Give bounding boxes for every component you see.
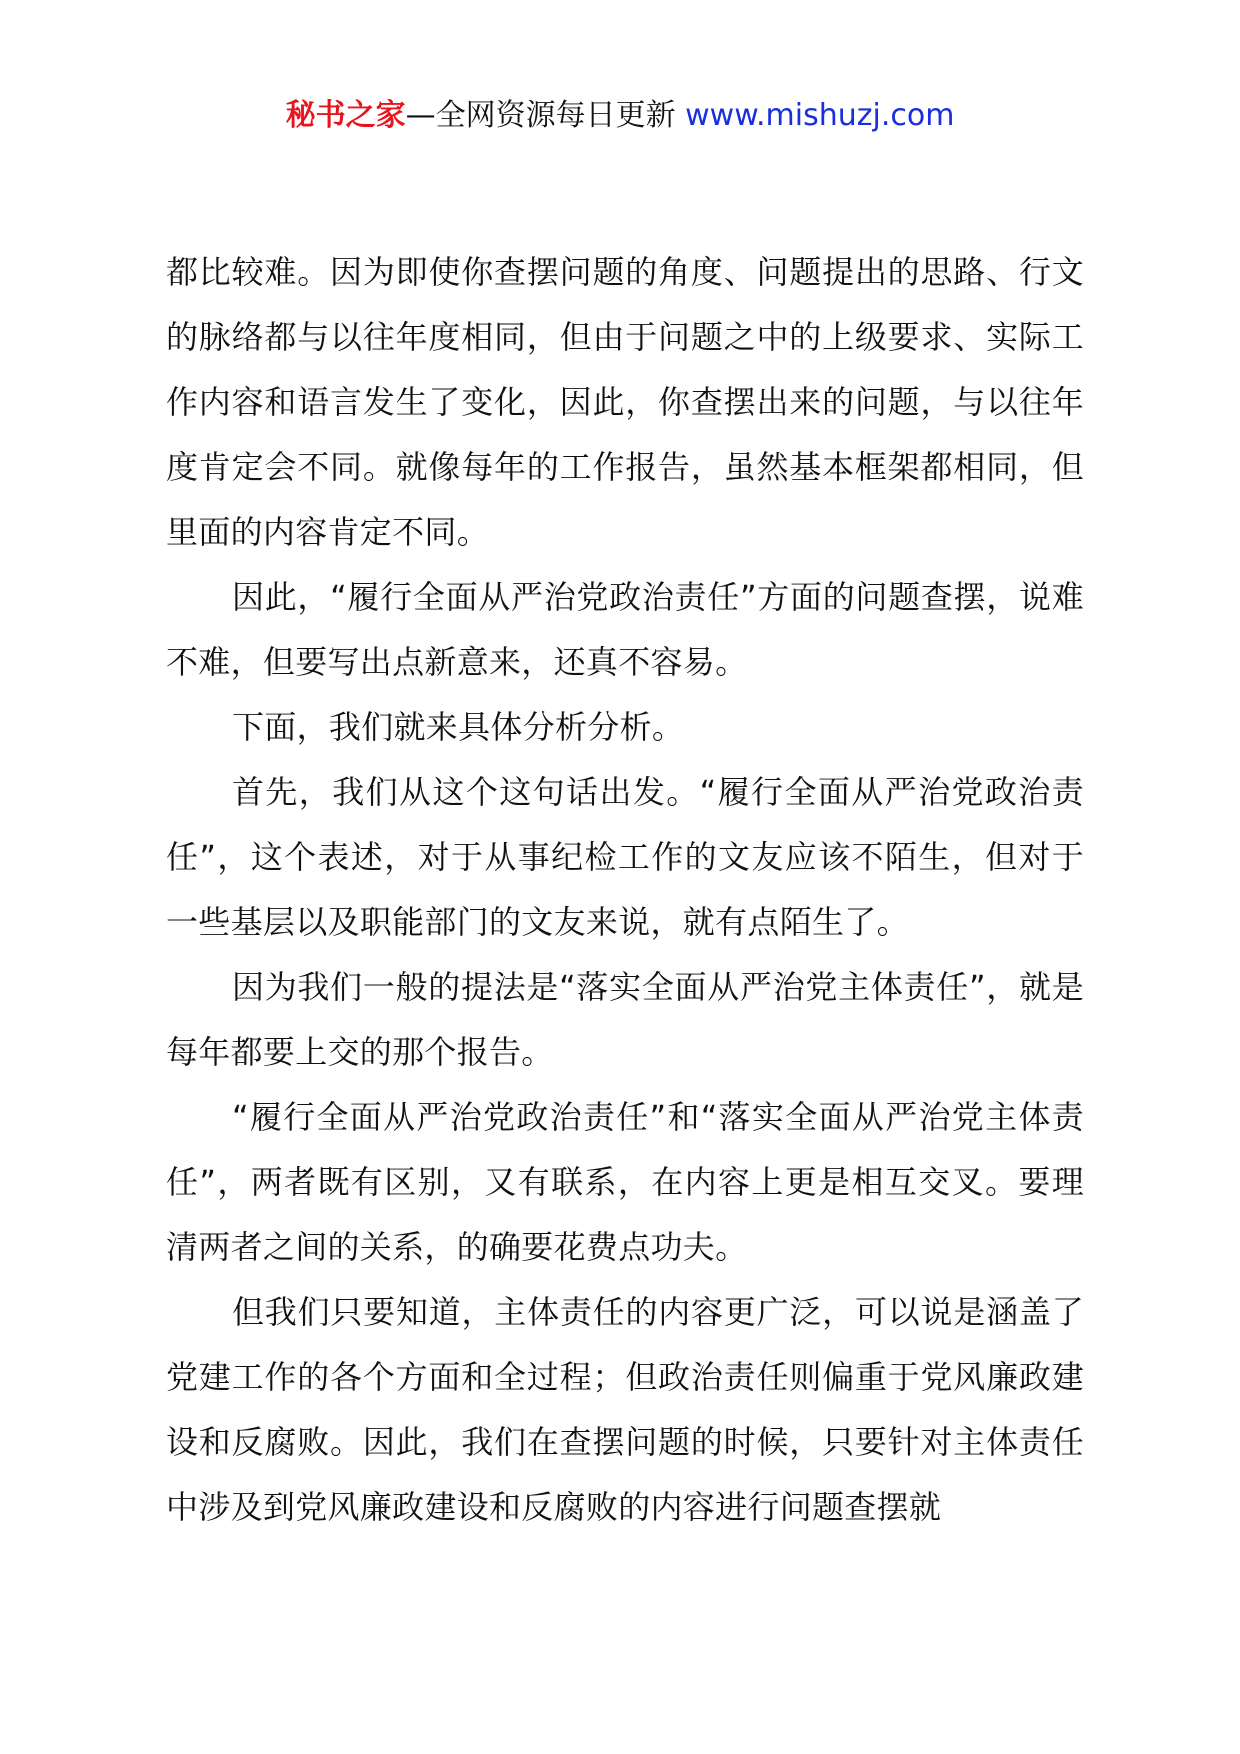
paragraph: 因此，“履行全面从严治党政治责任”方面的问题查摆，说难不难，但要写出点新意来，还真不容易。 <box>166 578 1084 681</box>
paragraph: 下面，我们就来具体分析分析。 <box>232 708 685 746</box>
paragraph: 因为我们一般的提法是“落实全面从严治党主体责任”，就是每年都要上交的那个报告。 <box>166 968 1084 1071</box>
site-brand: 秘书之家 <box>285 98 406 133</box>
paragraph: “履行全面从严治党政治责任”和“落实全面从严治党主体责任”，两者既有区别，又有联系，在内容上更是相互交叉。要理清两者之间的关系，的确要花费点功夫。 <box>166 1098 1084 1266</box>
paragraph: 首先，我们从这个这句话出发。“履行全面从严治党政治责任”，这个表述，对于从事纪检工作的文友应该不陌生，但对于一些基层以及职能部门的文友来说，就有点陌生了。 <box>166 773 1084 941</box>
site-url-link[interactable]: www.mishuzj.com <box>685 98 955 133</box>
page-header <box>0 96 1240 136</box>
paragraph: 都比较难。因为即使你查摆问题的角度、问题提出的思路、行文的脉络都与以往年度相同，但由于问题之中的上级要求、实际工作内容和语言发生了变化，因此，你查摆出来的问题，与以往年度肯定会不同。就像每年的工作报告，虽然基本框架都相同，但里面的内容肯定不同。 <box>166 253 1084 551</box>
document-body <box>166 240 1084 1540</box>
paragraph: 但我们只要知道，主体责任的内容更广泛，可以说是涵盖了党建工作的各个方面和全过程；但政治责任则偏重于党风廉政建设和反腐败。因此，我们在查摆问题的时候，只要针对主体责任中涉及到党风廉政建设和反腐败的内容进行问题查摆就 <box>166 1293 1084 1526</box>
site-tagline: —全网资源每日更新 <box>405 98 676 133</box>
